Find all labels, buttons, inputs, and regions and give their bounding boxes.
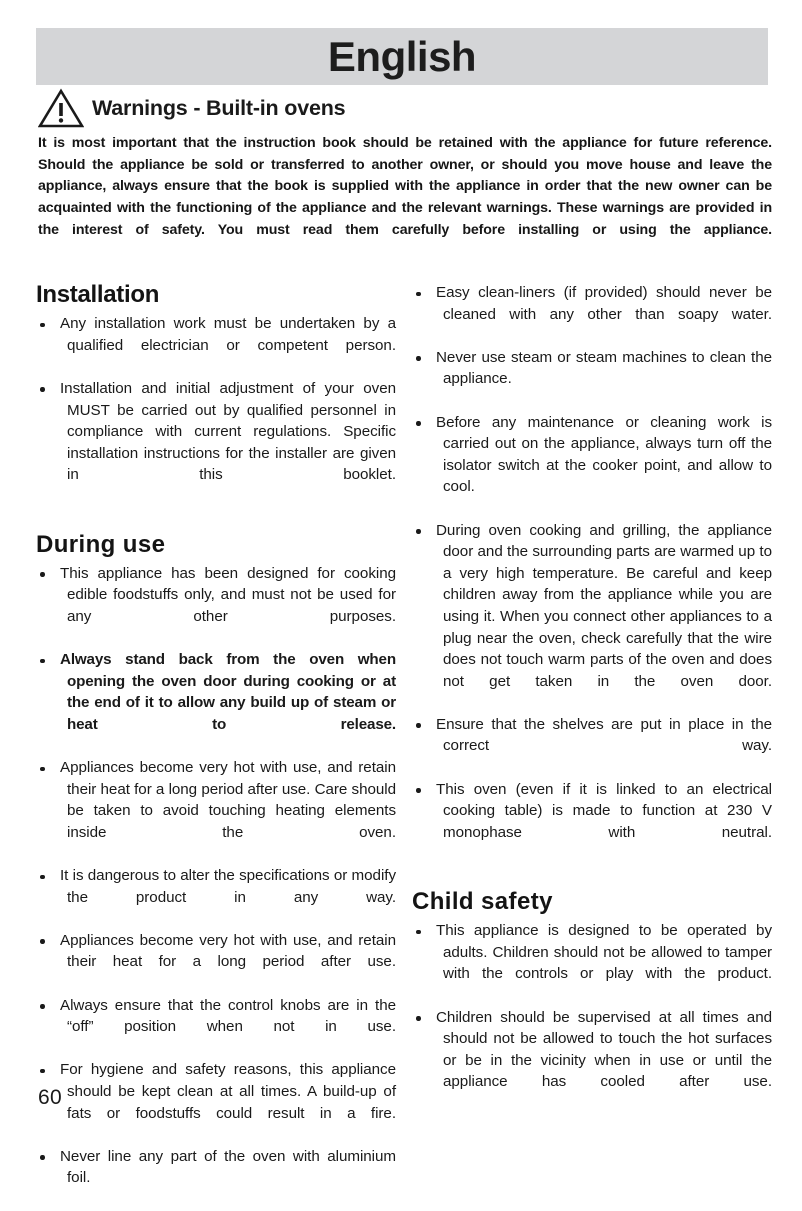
list-item-text: Ensure that the shelves are put in place in the correct way. [436, 715, 772, 755]
list-item-text: Never use steam or steam machines to clean the appliance. [436, 348, 772, 388]
section-heading-installation: Installation [36, 281, 160, 308]
list-item [412, 412, 772, 520]
list-item-text: Easy clean-liners (if provided) should never be cleaned with any other than soapy water. [436, 284, 772, 323]
list-item [36, 757, 396, 865]
list-item [36, 313, 396, 378]
list-item [36, 649, 396, 757]
list-item [412, 1007, 772, 1115]
list-item-text: It is dangerous to alter the specifications or modify the product in any way. [60, 867, 396, 906]
left-column [36, 282, 396, 1211]
warning-triangle-icon [38, 88, 84, 128]
section-heading-during-use: During use [36, 530, 166, 558]
list-item [412, 714, 772, 779]
list-item-text: This appliance has been designed for cooking edible foodstuffs only, and must not be used for any other purposes. [60, 564, 396, 625]
list-item [412, 347, 772, 412]
list-item-text: This oven (even if it is linked to an electrical cooking table) is made to function at 230 V monophase with neutral. [436, 780, 772, 841]
list-item-text: Appliances become very hot with use, and retain their heat for a long period after use. Care should be taken to avoid touching heating elements inside the oven. [60, 759, 396, 841]
warnings-heading-row [38, 88, 768, 128]
list-item-text: Appliances become very hot with use, and retain their heat for a long period after use. [60, 931, 396, 971]
list-item-text: During oven cooking and grilling, the appliance door and the surrounding parts are warmed up to a very high temperature. Be careful and keep children away from the appliance while you are using it. When you connect other appliances to a plug near the oven, check carefully that the wire does not touch warm parts of the oven and does not get taken in the oven door. [436, 521, 772, 690]
list-item [412, 920, 772, 1006]
page-number: 60 [38, 1086, 62, 1109]
list-item [36, 563, 396, 649]
bullet-list-child-safety [412, 920, 772, 1114]
intro-paragraph: It is most important that the instruction book should be retained with the appliance for future reference. Should the appliance be sold or transferred to another owner, or should you move house and leave the appliance, always ensure that the book is supplied with the appliance in order that the new owner can be acquainted with the functioning of the appliance and the relevant warnings. These warnings are provided in the interest of safety. You must read them carefully before installing or using the appliance. [38, 135, 772, 238]
list-item-text: Children should be supervised at all times and should not be allowed to touch the hot surfaces or be in the vicinity when in use or until the appliance has cooled after use. [436, 1008, 772, 1091]
list-item-text: Any installation work must be undertaken by a qualified electrician or competent person. [60, 315, 396, 354]
language-title: English [327, 32, 477, 80]
language-banner [36, 28, 768, 85]
section-heading-child-safety: Child safety [412, 888, 553, 916]
list-item-text: Always stand back from the oven when opening the oven door during cooking or at the end of it to allow any build up of steam or heat to release. [60, 651, 396, 733]
list-item-text: Never line any part of the oven with aluminium foil. [60, 1147, 396, 1187]
list-item [412, 779, 772, 865]
bullet-list-during-use [36, 563, 396, 1211]
list-item-text: For hygiene and safety reasons, this appliance should be kept clean at all times. A build-up of fats or foodstuffs could result in a fire. [60, 1061, 396, 1122]
list-item [36, 930, 396, 995]
list-item-text: Installation and initial adjustment of your oven MUST be carried out by qualified personnel in compliance with current regulations. Specific installation instructions for the installer are given in this booklet. [60, 379, 396, 484]
list-item [412, 520, 772, 714]
list-item-text: Always ensure that the control knobs are in the “off” position when not in use. [60, 996, 396, 1036]
list-item [36, 1146, 396, 1211]
bullet-list-installation [36, 313, 396, 507]
list-item [36, 865, 396, 930]
list-item [36, 995, 396, 1060]
list-item [412, 282, 772, 347]
list-item [36, 378, 396, 508]
list-item-text: Before any maintenance or cleaning work is carried out on the appliance, always turn off the isolator switch at the cooker point, and allow to cool. [436, 413, 772, 496]
warnings-heading-text: Warnings - Built-in ovens [92, 95, 346, 120]
list-item [36, 1059, 396, 1145]
right-column [412, 282, 772, 1115]
bullet-list-during-use-continued [412, 282, 772, 865]
list-item-text: This appliance is designed to be operated by adults. Children should not be allowed to tamper with the controls or play with the product. [436, 922, 772, 983]
